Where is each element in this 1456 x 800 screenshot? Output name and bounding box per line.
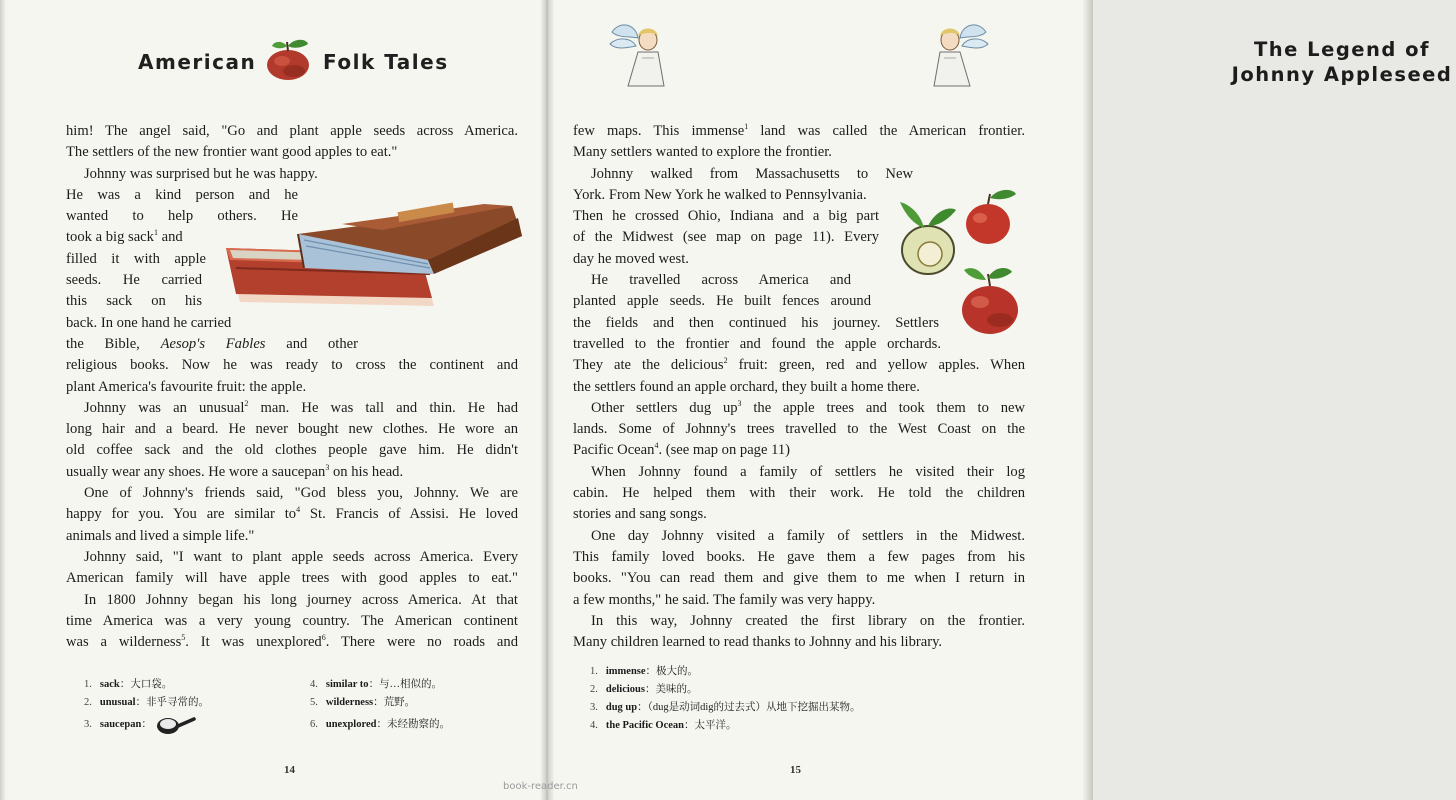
- footnote-marker: 4: [296, 505, 301, 515]
- text-line: of the Midwest (see map on page 11). Every: [573, 229, 879, 246]
- footnote: [84, 712, 294, 738]
- footnote: [310, 694, 520, 712]
- footnote-term: similar to: [325, 679, 369, 690]
- text-line: back. In one hand he carried: [66, 314, 232, 331]
- text-line: One day Johnny visited a family of settlers in the Midwest.: [591, 527, 1025, 544]
- text-line: [66, 398, 518, 419]
- footnote-gloss: ：极大的。: [645, 666, 699, 677]
- text-line: time America was a very young country. The American continent: [66, 612, 518, 629]
- footnote-term: unusual: [99, 697, 136, 708]
- text-line: seeds. He carried: [66, 272, 202, 289]
- text-span: and other: [265, 335, 358, 352]
- footnote-number: 2.: [590, 684, 598, 695]
- text-line: In this way, Johnny created the first library on the frontier.: [591, 612, 1025, 629]
- text-line: Johnny said, "I want to plant apple seeds across America. Every: [84, 548, 518, 565]
- text-line: the fields and then continued his journey. Settlers: [573, 314, 939, 331]
- footnote-number: 4.: [310, 679, 318, 690]
- text-line: him! The angel said, "Go and plant apple seeds across America.: [66, 123, 518, 139]
- page-number-left: 14: [284, 764, 295, 776]
- footnote-gloss: ：（dug是动词dig的过去式）从地下挖掘出某物。: [637, 702, 861, 713]
- text-line: American family will have apple trees with good apples to eat.": [66, 570, 518, 587]
- angel-icon-right: [930, 14, 990, 90]
- right-page: [546, 0, 1453, 800]
- footnote-marker: 3: [737, 399, 742, 408]
- footnote-term: unexplored: [325, 719, 377, 730]
- book-title: Aesop's Fables: [160, 335, 266, 352]
- text-line: animals and lived a simple life.": [66, 527, 255, 544]
- text-line: day he moved west.: [573, 250, 689, 267]
- running-header-left-2: Folk Tales: [323, 50, 449, 74]
- footnote: [310, 712, 520, 738]
- text-line: When Johnny found a family of settlers he visited their log: [591, 463, 1025, 480]
- text-line: planted apple seeds. He built fences around: [573, 293, 871, 310]
- text-span: . (see map on page 11): [658, 442, 791, 459]
- text-span: few maps. This immense: [573, 123, 745, 139]
- apple-icon: [262, 34, 316, 82]
- footnote: [590, 681, 1030, 699]
- text-line: wanted to help others. He: [66, 208, 298, 225]
- saucepan-icon: [154, 713, 196, 737]
- text-span: fruit: green, red and yellow apples. When: [727, 357, 1025, 374]
- footnote-gloss: ：美味的。: [644, 684, 698, 695]
- text-line: He was a kind person and he: [66, 186, 298, 203]
- right-body-text: [573, 121, 1025, 653]
- chapter-title: [1228, 37, 1456, 87]
- text-span: Johnny was an unusual: [84, 399, 245, 416]
- footnote-gloss: ：非乎寻常的。: [135, 697, 209, 708]
- text-span: took a big sack: [66, 229, 154, 246]
- text-line: In 1800 Johnny began his long journey across America. At that: [84, 591, 518, 608]
- text-line: [573, 440, 1025, 461]
- footnote-term: sack: [99, 679, 120, 690]
- footnote-term: immense: [605, 666, 646, 677]
- footnote-term: wilderness: [325, 697, 374, 708]
- footnotes-left-col2: [310, 676, 520, 738]
- footnote-marker: 2: [244, 399, 249, 408]
- footnote: [590, 717, 1030, 735]
- text-line: [573, 398, 1025, 419]
- text-line: plant America's favourite fruit: the apple.: [66, 378, 307, 395]
- text-line: [66, 227, 298, 248]
- left-page-edge: [0, 0, 6, 800]
- footnote-marker: 3: [325, 462, 330, 472]
- text-line: travelled to the frontier and found the apple orchards.: [573, 335, 941, 352]
- footnote-number: 6.: [310, 719, 318, 730]
- text-line: lands. Some of Johnny's trees travelled to the West Coast on the: [573, 421, 1025, 438]
- footnote-number: 5.: [310, 697, 318, 708]
- text-line: Many children learned to read thanks to Johnny and his library.: [573, 634, 943, 651]
- text-line: the settlers found an apple orchard, they built a home there.: [573, 378, 920, 395]
- text-line: books. "You can read them and give them to me when I return in: [573, 570, 1025, 587]
- footnote-gloss: ：: [141, 719, 152, 730]
- text-line: religious books. Now he was ready to cross the continent and: [66, 357, 518, 374]
- footnote-gloss: ：大口袋。: [119, 679, 173, 690]
- footnote: [84, 694, 294, 712]
- text-line: Then he crossed Ohio, Indiana and a big part: [573, 208, 879, 225]
- footnote: [590, 663, 1030, 681]
- footnote-marker: 6: [321, 633, 326, 643]
- text-line: [66, 334, 358, 355]
- footnote-number: 1.: [84, 679, 92, 690]
- watermark: book-reader.cn: [503, 781, 578, 792]
- left-body-text: [66, 121, 518, 653]
- footnote-gloss: ：与…相似的。: [368, 679, 443, 690]
- right-page-edge: [1083, 0, 1093, 800]
- text-line: The settlers of the new frontier want good apples to eat.": [66, 144, 398, 161]
- text-span: on his head.: [329, 463, 404, 480]
- text-line: a few months," he said. The family was very happy.: [573, 591, 876, 608]
- footnote: [590, 699, 1030, 717]
- text-span: . It was unexplored: [185, 634, 322, 651]
- text-line: [573, 355, 1025, 376]
- footnotes-right: [590, 663, 1030, 735]
- text-span: . There were no roads and: [325, 634, 518, 651]
- text-span: Pacific Ocean: [573, 442, 655, 459]
- book-gutter: [540, 0, 554, 800]
- footnote-term: saucepan: [99, 719, 142, 730]
- text-span: and: [157, 229, 183, 246]
- footnote-marker: 1: [744, 122, 749, 132]
- text-line: [573, 121, 1025, 142]
- footnote-gloss: ：太平洋。: [684, 720, 737, 731]
- text-line: This family loved books. He gave them a few pages from his: [573, 548, 1025, 565]
- text-span: was a wilderness: [66, 634, 182, 651]
- footnotes-left-col1: [84, 676, 294, 738]
- text-span: usually wear any shoes. He wore a saucepan: [66, 463, 326, 480]
- footnote-gloss: ：未经勘察的。: [376, 719, 450, 730]
- text-line: long hair and a beard. He never bought new clothes. He wore an: [66, 421, 518, 438]
- footnote: [84, 676, 294, 694]
- text-line: One of Johnny's friends said, "God bless you, Johnny. We are: [84, 485, 518, 502]
- page-number-right: 15: [790, 764, 801, 776]
- text-span: Other settlers dug up: [591, 399, 738, 416]
- text-line: Johnny walked from Massachusetts to New: [591, 165, 913, 182]
- running-header-left: American: [138, 50, 257, 74]
- text-line: filled it with apple: [66, 250, 206, 267]
- text-span: St. Francis of Assisi. He loved: [300, 506, 518, 523]
- footnote-number: 1.: [590, 666, 598, 677]
- footnote-gloss: ：荒野。: [373, 697, 416, 708]
- text-line: Many settlers wanted to explore the frontier.: [573, 144, 832, 161]
- text-line: this sack on his: [66, 293, 202, 310]
- footnote: [310, 676, 520, 694]
- footnote-term: delicious: [605, 684, 645, 695]
- text-span: the Bible,: [66, 335, 161, 352]
- text-span: land was called the American frontier.: [748, 123, 1025, 139]
- footnote-marker: 4: [654, 441, 659, 451]
- text-line: cabin. He helped them with their work. He told the children: [573, 485, 1025, 502]
- text-span: man. He was tall and thin. He had: [248, 399, 519, 416]
- footnote-number: 2.: [84, 697, 92, 708]
- chapter-title-line: The Legend of: [1253, 38, 1431, 61]
- footnote-number: 4.: [590, 720, 598, 731]
- text-line: York. From New York he walked to Pennsylvania.: [573, 186, 867, 203]
- chapter-title-line: Johnny Appleseed: [1231, 63, 1453, 86]
- text-line: [66, 504, 518, 525]
- footnote-marker: 1: [153, 228, 158, 238]
- text-line: Johnny was surprised but he was happy.: [84, 165, 318, 182]
- text-line: He travelled across America and: [591, 272, 851, 289]
- left-page: [0, 0, 546, 800]
- footnote-marker: 5: [181, 633, 186, 643]
- text-span: happy for you. You are similar to: [66, 506, 297, 523]
- footnote-term: dug up: [605, 702, 638, 713]
- footnote-number: 3.: [84, 719, 92, 730]
- footnote-term: the Pacific Ocean: [605, 720, 685, 731]
- angel-icon-left: [608, 14, 666, 90]
- text-span: They ate the delicious: [573, 357, 724, 374]
- text-line: stories and sang songs.: [573, 506, 707, 523]
- footnote-number: 3.: [590, 702, 598, 713]
- text-line: [66, 632, 518, 653]
- text-line: [66, 462, 518, 483]
- footnote-marker: 2: [723, 356, 728, 366]
- text-line: old coffee sack and the old clothes people gave him. He didn't: [66, 442, 518, 459]
- text-span: the apple trees and took them to new: [741, 399, 1026, 416]
